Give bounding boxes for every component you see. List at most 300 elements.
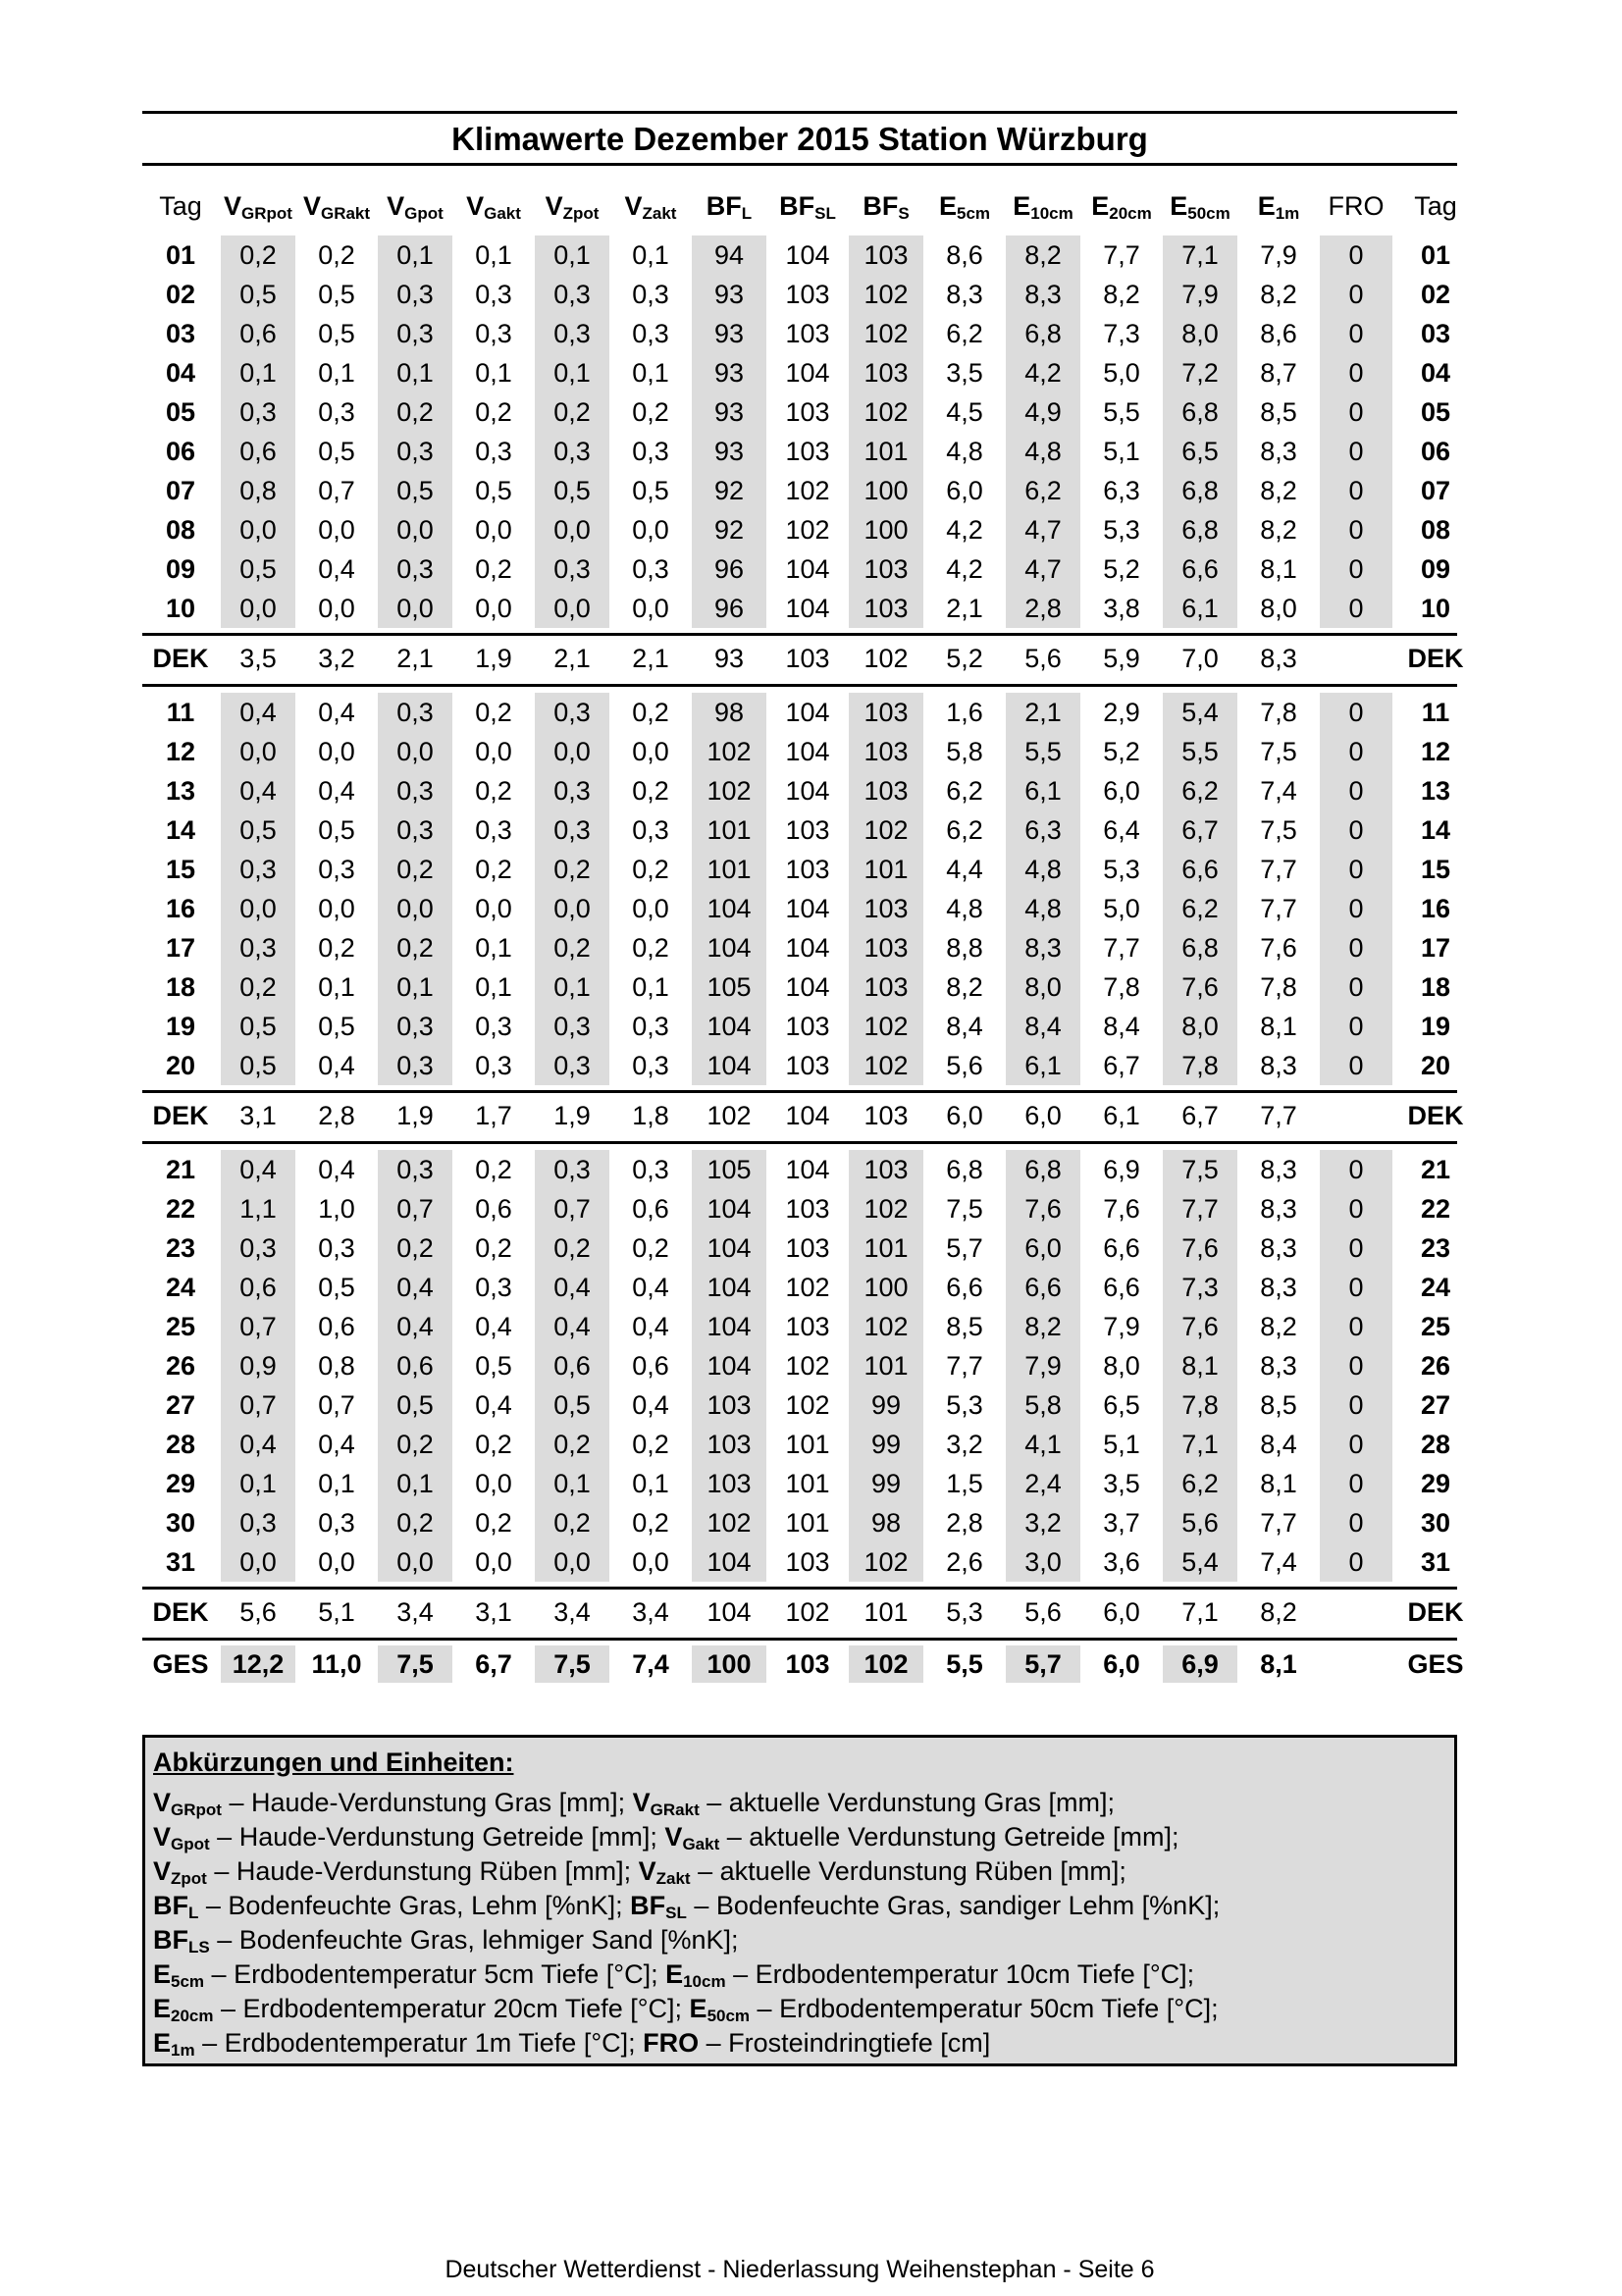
- abbreviation-symbol-subscript: Gakt: [682, 1835, 720, 1853]
- value-cell: 0,1: [553, 240, 591, 270]
- day-label: 29: [1420, 1469, 1451, 1498]
- value-cell: 0,1: [239, 358, 277, 388]
- value-cell: 8,2: [1103, 280, 1140, 309]
- value-cell: 0,1: [318, 972, 355, 1002]
- value-cell: 6,7: [1103, 1051, 1140, 1080]
- day-label: 18: [165, 972, 196, 1002]
- value-cell: 8,3: [1260, 1273, 1297, 1302]
- value-cell: 8,2: [1260, 515, 1297, 545]
- value-cell: 0,2: [396, 1233, 434, 1263]
- day-label: 05: [165, 397, 196, 427]
- abbreviation-symbol-base: V: [153, 1822, 172, 1852]
- value-cell: 8,3: [1260, 1051, 1297, 1080]
- value-cell: 8,5: [946, 1312, 983, 1341]
- value-cell: 0,2: [632, 933, 669, 963]
- column-header: [1394, 186, 1477, 226]
- value-cell: 0,2: [475, 554, 512, 584]
- value-cell: 0,3: [632, 554, 669, 584]
- decade-value: [1318, 639, 1394, 678]
- total-row: [142, 1644, 1464, 1684]
- value-cell: 2,1: [1024, 698, 1062, 727]
- value-cell: 101: [785, 1469, 830, 1498]
- value-cell: 5,8: [946, 737, 983, 766]
- table-row: [142, 275, 1457, 314]
- value-cell: 0,4: [239, 1155, 277, 1184]
- table-row: [142, 1464, 1457, 1503]
- table-row: [142, 1385, 1457, 1425]
- column-header-subscript: S: [898, 204, 910, 223]
- value-cell: 96: [713, 554, 745, 584]
- value-cell: 0,5: [318, 1273, 355, 1302]
- day-label: 31: [165, 1547, 196, 1577]
- column-header-symbol: E: [1091, 191, 1110, 221]
- abbreviation-symbol: [153, 1959, 204, 1989]
- abbreviation-symbol-base: V: [153, 1856, 172, 1886]
- value-cell: 103: [785, 1012, 830, 1041]
- day-label: 02: [1420, 280, 1451, 309]
- decade-value: 1,8: [632, 1101, 669, 1130]
- abbreviation-symbol-base: BF: [153, 1925, 188, 1955]
- value-cell: 8,2: [1024, 240, 1062, 270]
- value-cell: 99: [870, 1469, 902, 1498]
- value-cell: 0,0: [318, 515, 355, 545]
- value-cell: 0,3: [632, 280, 669, 309]
- value-cell: 103: [863, 240, 909, 270]
- value-cell: 5,5: [1181, 737, 1219, 766]
- abbreviation-symbol: [153, 1925, 210, 1955]
- day-label: 08: [165, 515, 196, 545]
- value-cell: 0,4: [318, 776, 355, 806]
- value-cell: 0,3: [318, 1508, 355, 1538]
- value-cell: 0,4: [396, 1312, 434, 1341]
- abbreviation-symbol-subscript: 5cm: [171, 1972, 205, 1991]
- value-cell: 0: [1348, 1012, 1364, 1041]
- column-header-symbol: V: [224, 191, 242, 221]
- column-header-symbol: E: [1257, 191, 1276, 221]
- value-cell: 0,2: [396, 855, 434, 884]
- value-cell: 6,8: [1181, 515, 1219, 545]
- column-header-subscript: 50cm: [1187, 204, 1230, 223]
- day-label: 19: [1420, 1012, 1451, 1041]
- value-cell: 0,3: [553, 1155, 591, 1184]
- value-cell: 0,5: [239, 815, 277, 845]
- value-cell: 0: [1348, 397, 1364, 427]
- column-header-subscript: 5cm: [956, 204, 991, 223]
- column-header-symbol: Tag: [159, 191, 202, 221]
- total-value: 6,9: [1181, 1649, 1219, 1679]
- decade-value: 6,7: [1181, 1101, 1219, 1130]
- total-value: 7,5: [396, 1649, 434, 1679]
- column-header: [297, 186, 376, 226]
- value-cell: 8,4: [1260, 1430, 1297, 1459]
- total-value: 100: [706, 1649, 752, 1679]
- decade-value: 3,4: [632, 1597, 669, 1627]
- value-cell: 0,7: [239, 1312, 277, 1341]
- value-cell: 0,4: [318, 554, 355, 584]
- abbreviation-symbol: [153, 1994, 214, 2023]
- value-cell: 0,0: [318, 1547, 355, 1577]
- value-cell: 0,1: [396, 972, 434, 1002]
- total-label: GES: [152, 1649, 209, 1679]
- value-cell: 3,0: [1024, 1547, 1062, 1577]
- value-cell: 0,3: [553, 776, 591, 806]
- decade-summary-row: [142, 1592, 1464, 1632]
- day-label: 22: [165, 1194, 196, 1224]
- value-cell: 0,2: [475, 855, 512, 884]
- value-cell: 8,6: [1260, 319, 1297, 348]
- table-row: [142, 967, 1457, 1007]
- column-header-symbol: V: [624, 191, 643, 221]
- value-cell: 0,3: [632, 1012, 669, 1041]
- value-cell: 0,3: [239, 1508, 277, 1538]
- decade-value: 103: [785, 644, 830, 673]
- value-cell: 6,9: [1103, 1155, 1140, 1184]
- value-cell: 7,9: [1260, 240, 1297, 270]
- column-header: [768, 186, 847, 226]
- day-label: 22: [1420, 1194, 1451, 1224]
- value-cell: 0,3: [396, 776, 434, 806]
- value-cell: 0,1: [396, 240, 434, 270]
- day-label: 06: [165, 437, 196, 466]
- value-cell: 0,7: [396, 1194, 434, 1224]
- value-cell: 5,1: [1103, 437, 1140, 466]
- value-cell: 6,6: [1103, 1273, 1140, 1302]
- value-cell: 0,3: [553, 437, 591, 466]
- table-row: [142, 850, 1457, 889]
- value-cell: 7,6: [1181, 1233, 1219, 1263]
- value-cell: 0,2: [475, 1155, 512, 1184]
- value-cell: 0,5: [396, 1390, 434, 1420]
- climate-table: [142, 186, 1464, 1717]
- value-cell: 4,8: [1024, 894, 1062, 923]
- value-cell: 0,2: [475, 776, 512, 806]
- day-label: 01: [165, 240, 196, 270]
- value-cell: 0,3: [396, 319, 434, 348]
- table-row: [142, 1189, 1457, 1228]
- day-label: 27: [1420, 1390, 1451, 1420]
- value-cell: 0,3: [553, 319, 591, 348]
- value-cell: 0,3: [396, 1155, 434, 1184]
- value-cell: 8,3: [1260, 437, 1297, 466]
- value-cell: 5,8: [1024, 1390, 1062, 1420]
- decade-value: [1318, 1096, 1394, 1135]
- value-cell: 0,3: [553, 1012, 591, 1041]
- value-cell: 0,1: [475, 240, 512, 270]
- value-cell: 3,2: [946, 1430, 983, 1459]
- decade-value: 101: [863, 1597, 909, 1627]
- value-cell: 8,4: [1024, 1012, 1062, 1041]
- value-cell: 6,6: [946, 1273, 983, 1302]
- value-cell: 102: [863, 280, 909, 309]
- total-value: 11,0: [311, 1649, 362, 1679]
- day-label: 14: [1420, 815, 1451, 845]
- table-row: [142, 889, 1457, 928]
- value-cell: 7,5: [1260, 815, 1297, 845]
- day-label: 08: [1420, 515, 1451, 545]
- value-cell: 5,3: [1103, 515, 1140, 545]
- day-label: 16: [165, 894, 196, 923]
- value-cell: 0: [1348, 476, 1364, 505]
- value-cell: 104: [785, 894, 830, 923]
- decade-value: 8,3: [1260, 644, 1297, 673]
- value-cell: 0,4: [318, 1155, 355, 1184]
- value-cell: 0,4: [318, 698, 355, 727]
- value-cell: 103: [706, 1430, 752, 1459]
- decade-value: 3,4: [553, 1597, 591, 1627]
- abbreviation-symbol-subscript: SL: [665, 1904, 687, 1922]
- day-label: 07: [165, 476, 196, 505]
- value-cell: 0,2: [396, 397, 434, 427]
- day-label: 03: [1420, 319, 1451, 348]
- decade-separator: [142, 684, 1457, 687]
- value-cell: 0,2: [475, 698, 512, 727]
- value-cell: 102: [706, 1508, 752, 1538]
- day-label: 29: [165, 1469, 196, 1498]
- decade-value: 7,1: [1181, 1597, 1219, 1627]
- value-cell: 8,2: [1260, 280, 1297, 309]
- value-cell: 0,1: [553, 358, 591, 388]
- value-cell: 6,2: [1024, 476, 1062, 505]
- day-label: 14: [165, 815, 196, 845]
- abbreviation-description: – Erdbodentemperatur 10cm Tiefe [°C];: [725, 1959, 1195, 1989]
- table-row: [142, 510, 1457, 549]
- value-cell: 8,7: [1260, 358, 1297, 388]
- value-cell: 0,4: [475, 1390, 512, 1420]
- value-cell: 103: [706, 1469, 752, 1498]
- value-cell: 8,4: [1103, 1012, 1140, 1041]
- value-cell: 6,2: [946, 776, 983, 806]
- value-cell: 0,1: [318, 358, 355, 388]
- table-row: [142, 471, 1457, 510]
- value-cell: 0,3: [475, 319, 512, 348]
- value-cell: 0,0: [239, 894, 277, 923]
- decade-value: 1,9: [475, 644, 512, 673]
- value-cell: 3,6: [1103, 1547, 1140, 1577]
- page-title: Klimawerte Dezember 2015 Station Würzburg: [451, 121, 1148, 157]
- value-cell: 94: [713, 240, 745, 270]
- value-cell: 0,2: [239, 972, 277, 1002]
- value-cell: 104: [706, 1351, 752, 1381]
- abbreviation-symbol: [643, 2028, 699, 2058]
- value-cell: 0,5: [318, 815, 355, 845]
- value-cell: 104: [785, 554, 830, 584]
- value-cell: 0,2: [553, 855, 591, 884]
- value-cell: 6,1: [1024, 1051, 1062, 1080]
- abbreviation-symbol-base: E: [689, 1994, 707, 2023]
- value-cell: 7,7: [1260, 855, 1297, 884]
- table-row: [142, 314, 1457, 353]
- value-cell: 6,0: [946, 476, 983, 505]
- day-label: 30: [1420, 1508, 1451, 1538]
- value-cell: 101: [706, 815, 752, 845]
- value-cell: 8,3: [1260, 1194, 1297, 1224]
- table-row: [142, 392, 1457, 432]
- value-cell: 103: [863, 933, 909, 963]
- value-cell: 0,4: [632, 1273, 669, 1302]
- value-cell: 0: [1348, 815, 1364, 845]
- value-cell: 0,6: [239, 1273, 277, 1302]
- value-cell: 4,5: [946, 397, 983, 427]
- value-cell: 0,8: [318, 1351, 355, 1381]
- value-cell: 7,3: [1181, 1273, 1219, 1302]
- day-label: 26: [1420, 1351, 1451, 1381]
- day-label: 12: [165, 737, 196, 766]
- value-cell: 0: [1348, 894, 1364, 923]
- column-header-subscript: 20cm: [1109, 204, 1152, 223]
- abbreviation-description: – aktuelle Verdunstung Gras [mm];: [699, 1788, 1115, 1817]
- abbreviations-heading: Abkürzungen und Einheiten:: [153, 1748, 514, 1777]
- value-cell: 0,4: [239, 776, 277, 806]
- value-cell: 0,3: [396, 554, 434, 584]
- value-cell: 7,6: [1181, 972, 1219, 1002]
- table-header-row: [142, 186, 1457, 226]
- value-cell: 0,2: [475, 1430, 512, 1459]
- abbreviation-symbol-base: BF: [153, 1891, 188, 1920]
- decade-label: DEK: [1407, 1597, 1464, 1627]
- value-cell: 7,7: [1260, 1508, 1297, 1538]
- abbreviation-symbol: [664, 1822, 719, 1852]
- value-cell: 103: [785, 1233, 830, 1263]
- value-cell: 0,0: [475, 737, 512, 766]
- value-cell: 0: [1348, 1233, 1364, 1263]
- decade-value: 3,1: [475, 1597, 512, 1627]
- value-cell: 0,1: [396, 358, 434, 388]
- value-cell: 0: [1348, 515, 1364, 545]
- value-cell: 102: [785, 476, 830, 505]
- abbreviation-symbol-base: V: [632, 1788, 651, 1817]
- value-cell: 101: [785, 1508, 830, 1538]
- column-header-symbol: V: [545, 191, 563, 221]
- value-cell: 0,1: [475, 358, 512, 388]
- column-header-subscript: Zakt: [642, 204, 677, 223]
- decade-value: 6,0: [1103, 1597, 1140, 1627]
- value-cell: 0,3: [239, 933, 277, 963]
- value-cell: 104: [785, 737, 830, 766]
- day-label: 03: [165, 319, 196, 348]
- value-cell: 104: [706, 894, 752, 923]
- value-cell: 7,7: [1103, 240, 1140, 270]
- value-cell: 0,0: [632, 515, 669, 545]
- value-cell: 103: [863, 698, 909, 727]
- value-cell: 6,1: [1024, 776, 1062, 806]
- day-label: 21: [165, 1155, 196, 1184]
- abbreviation-symbol: [153, 1788, 222, 1817]
- day-label: 17: [1420, 933, 1451, 963]
- column-header-subscript: GRakt: [320, 204, 371, 223]
- value-cell: 103: [863, 594, 909, 623]
- value-cell: 2,8: [946, 1508, 983, 1538]
- value-cell: 0,2: [239, 240, 277, 270]
- value-cell: 7,1: [1181, 240, 1219, 270]
- abbreviation-symbol-subscript: L: [188, 1904, 199, 1922]
- column-header-subscript: GRpot: [241, 204, 292, 223]
- value-cell: 0,4: [632, 1312, 669, 1341]
- value-cell: 0,2: [632, 698, 669, 727]
- value-cell: 0,0: [553, 1547, 591, 1577]
- value-cell: 7,4: [1260, 1547, 1297, 1577]
- value-cell: 103: [863, 894, 909, 923]
- decade-label: DEK: [1407, 644, 1464, 673]
- column-header: [1318, 186, 1394, 226]
- day-label: 12: [1420, 737, 1451, 766]
- total-label: GES: [1407, 1649, 1464, 1679]
- value-cell: 8,3: [1024, 280, 1062, 309]
- value-cell: 0,2: [632, 776, 669, 806]
- value-cell: 5,6: [1181, 1508, 1219, 1538]
- table-row: [142, 810, 1457, 850]
- total-value: [1318, 1644, 1394, 1684]
- value-cell: 102: [863, 397, 909, 427]
- value-cell: 0,3: [475, 437, 512, 466]
- value-cell: 102: [785, 515, 830, 545]
- value-cell: 0,7: [318, 476, 355, 505]
- day-label: 02: [165, 280, 196, 309]
- value-cell: 7,1: [1181, 1430, 1219, 1459]
- value-cell: 0,2: [396, 933, 434, 963]
- value-cell: 7,6: [1181, 1312, 1219, 1341]
- value-cell: 5,3: [1103, 855, 1140, 884]
- value-cell: 0,2: [632, 1508, 669, 1538]
- value-cell: 0,8: [239, 476, 277, 505]
- abbreviation-symbol-base: V: [638, 1856, 656, 1886]
- day-label: 13: [165, 776, 196, 806]
- value-cell: 0,5: [239, 1012, 277, 1041]
- value-cell: 0: [1348, 594, 1364, 623]
- value-cell: 4,7: [1024, 515, 1062, 545]
- value-cell: 0,1: [553, 972, 591, 1002]
- value-cell: 0,6: [318, 1312, 355, 1341]
- abbreviation-symbol-subscript: GRakt: [650, 1800, 700, 1819]
- value-cell: 0,2: [553, 1233, 591, 1263]
- value-cell: 6,3: [1024, 815, 1062, 845]
- decade-summary-row: [142, 1096, 1464, 1135]
- abbreviation-symbol-subscript: 10cm: [683, 1972, 726, 1991]
- value-cell: 103: [785, 815, 830, 845]
- value-cell: 0,3: [318, 397, 355, 427]
- value-cell: 0,0: [553, 594, 591, 623]
- value-cell: 7,6: [1260, 933, 1297, 963]
- value-cell: 102: [863, 1012, 909, 1041]
- value-cell: 0: [1348, 1390, 1364, 1420]
- value-cell: 104: [785, 240, 830, 270]
- table-row: [142, 1007, 1457, 1046]
- value-cell: 93: [713, 437, 745, 466]
- value-cell: 0: [1348, 1508, 1364, 1538]
- value-cell: 6,8: [1181, 476, 1219, 505]
- day-label: 21: [1420, 1155, 1451, 1184]
- value-cell: 0,1: [475, 972, 512, 1002]
- abbreviation-symbol-subscript: 1m: [171, 2041, 195, 2060]
- value-cell: 6,8: [1024, 319, 1062, 348]
- value-cell: 0: [1348, 1051, 1364, 1080]
- value-cell: 6,6: [1181, 855, 1219, 884]
- value-cell: 0,4: [396, 1273, 434, 1302]
- column-header: [1082, 186, 1161, 226]
- value-cell: 0,5: [239, 280, 277, 309]
- value-cell: 103: [863, 737, 909, 766]
- value-cell: 8,2: [1024, 1312, 1062, 1341]
- value-cell: 0,5: [318, 437, 355, 466]
- value-cell: 0,5: [396, 476, 434, 505]
- value-cell: 4,8: [946, 437, 983, 466]
- value-cell: 103: [863, 1155, 909, 1184]
- value-cell: 0,7: [239, 1390, 277, 1420]
- value-cell: 7,8: [1260, 972, 1297, 1002]
- abbreviation-line: [153, 1854, 1446, 1889]
- value-cell: 104: [706, 1051, 752, 1080]
- value-cell: 4,2: [1024, 358, 1062, 388]
- value-cell: 103: [863, 776, 909, 806]
